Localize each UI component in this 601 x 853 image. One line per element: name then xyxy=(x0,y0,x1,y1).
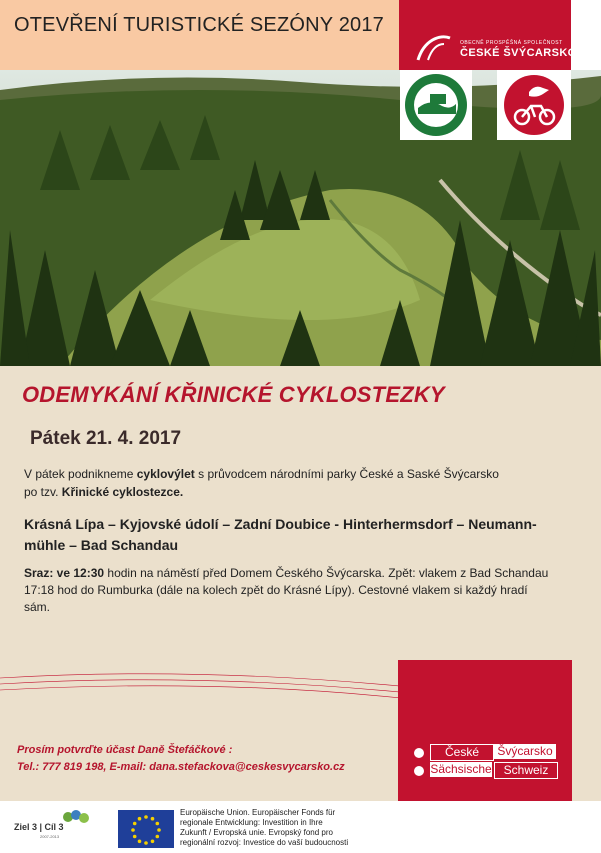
contact-line-2: Tel.: 777 819 198, E-mail: dana.stefackova@ceskesvycarsko.cz xyxy=(17,761,345,773)
eu-text-line: Zukunft / Evropská unie. Evropský fond pro xyxy=(180,828,333,837)
swoosh-logo-icon xyxy=(414,32,454,64)
brand-panel xyxy=(398,660,572,801)
intro-text: V pátek podnikneme xyxy=(24,467,137,481)
logo-subtitle: OBECNĚ PROSPĚŠNÁ SPOLEČNOST xyxy=(460,40,563,46)
meeting-text: 17:18 hod do Rumburka (dále na kolech zpět do Krásné Lípy). Cestovné vlakem si každý hradí xyxy=(24,583,528,597)
cycling-badge xyxy=(497,70,571,140)
route-line: Krásná Lípa – Kyjovské údolí – Zadní Doubice - Hinterhermsdorf – Neumann- xyxy=(24,516,537,532)
brand-cz-word-1: České xyxy=(430,744,494,761)
meeting-info xyxy=(24,565,584,616)
national-park-logo-icon xyxy=(400,70,472,140)
national-park-badge xyxy=(400,70,472,140)
intro-line-2 xyxy=(24,484,183,501)
meeting-label: Sraz: ve 12:30 xyxy=(24,566,105,580)
route-line: mühle – Bad Schandau xyxy=(24,537,179,553)
bullet-dot-icon xyxy=(414,766,424,776)
meeting-text: hodin na náměstí před Domem Českého Švýcarska. Zpět: vlakem z Bad Schandau xyxy=(104,566,549,580)
bullet-dot-icon xyxy=(414,748,424,758)
eu-text-line: regionální rozvoj: Investice do vaší budoucnosti xyxy=(180,838,349,847)
ziel3-period: 2007-2013 xyxy=(40,834,60,839)
event-date: Pátek 21. 4. 2017 xyxy=(30,428,182,449)
meeting-text: sám. xyxy=(24,600,51,614)
brand-de-word-2: Schweiz xyxy=(494,762,558,779)
eu-flag-icon xyxy=(118,810,174,848)
brand-de-word-1: Sächsische xyxy=(430,762,492,776)
intro-text: po tzv. xyxy=(24,485,62,499)
eu-text-line: Europäische Union. Europäischer Fonds für xyxy=(180,808,336,817)
intro-text: s průvodcem národními parky České a Saské Švýcarsko xyxy=(194,467,499,481)
bicycle-bird-icon xyxy=(497,70,571,140)
contact-line-1: Prosím potvrďte účast Daně Štefáčkové : xyxy=(17,744,233,756)
ziel3-label: Ziel 3 | Cíl 3 xyxy=(14,822,64,832)
eu-text-line: regionale Entwicklung: Investition in Ihre xyxy=(180,818,323,827)
brand-cz-word-2: Švýcarsko xyxy=(494,744,556,759)
ziel3-logo-icon xyxy=(62,809,90,825)
intro-highlight: Křinické cyklostezce. xyxy=(61,485,184,499)
route-description xyxy=(24,514,564,556)
event-title: ODEMYKÁNÍ KŘINICKÉ CYKLOSTEZKY xyxy=(22,382,445,407)
intro-line-1 xyxy=(24,466,499,483)
intro-highlight: cyklovýlet xyxy=(136,467,195,481)
eu-funding-text xyxy=(180,808,348,848)
logo-name: ČESKÉ ŠVÝCARSKO xyxy=(460,47,577,59)
page-title: OTEVŘENÍ TURISTICKÉ SEZÓNY 2017 xyxy=(14,14,385,36)
